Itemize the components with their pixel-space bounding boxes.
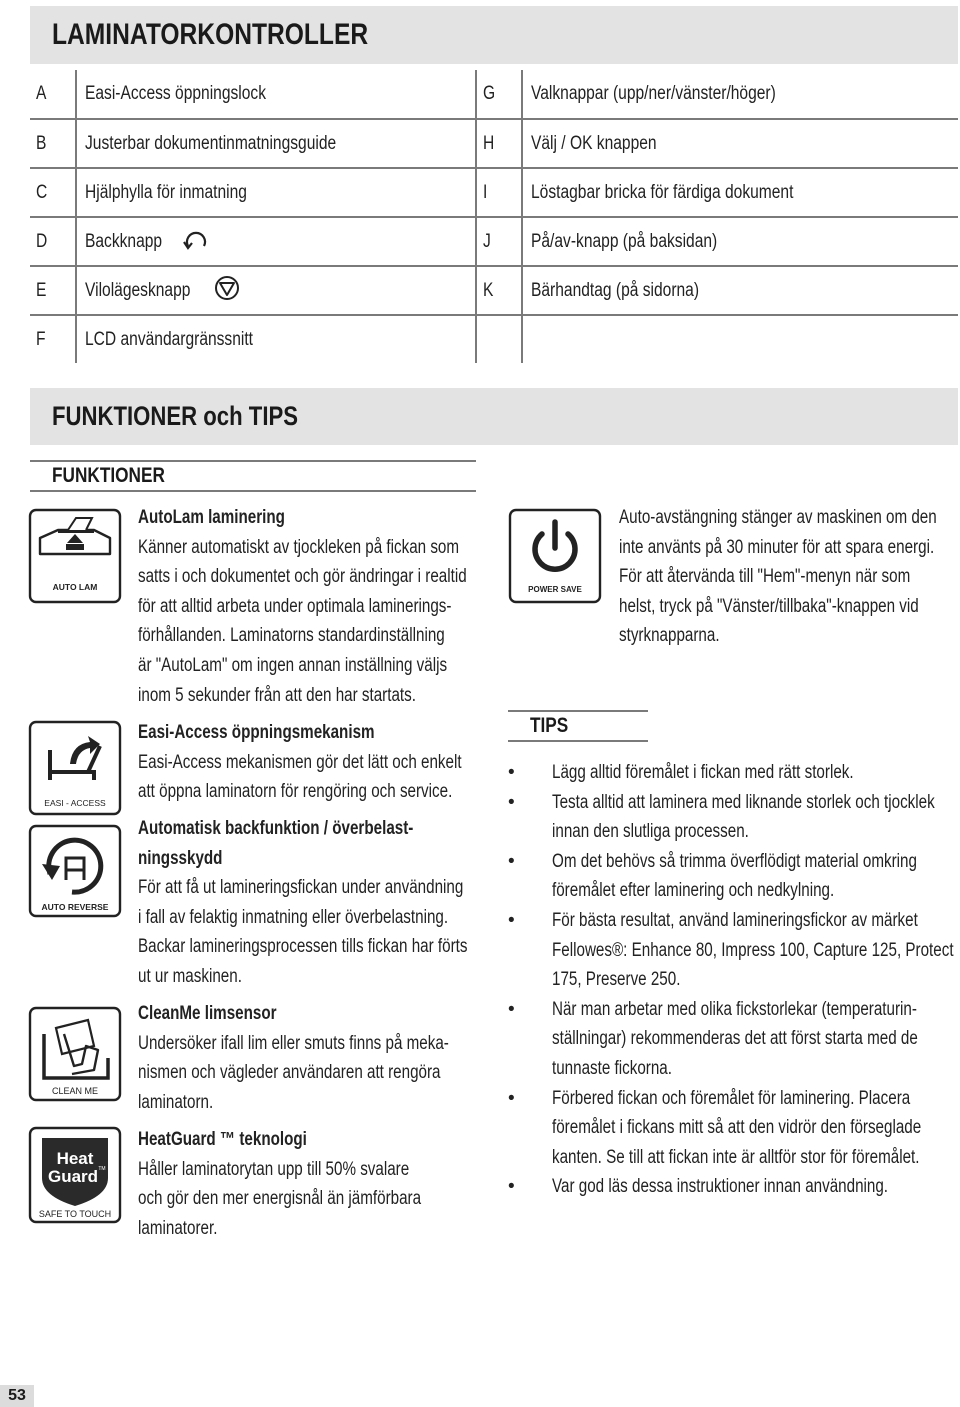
easi-access-label: EASI - ACCESS bbox=[44, 798, 106, 808]
section-title: FUNKTIONER och TIPS bbox=[52, 401, 299, 431]
control-letter: H bbox=[483, 132, 495, 154]
heatguard-logo-text: Guard bbox=[47, 1167, 99, 1186]
tip-text: Fellowes®: Enhance 80, Impress 100, Capture 125, Protect bbox=[552, 939, 954, 961]
feature-text: Easi-Access mekanismen gör det lätt och enkelt bbox=[138, 751, 462, 773]
page-number: 53 bbox=[0, 1385, 34, 1407]
divider bbox=[30, 460, 476, 462]
control-label: På/av-knapp (på baksidan) bbox=[531, 230, 718, 252]
tip-text: 175, Preserve 250. bbox=[552, 969, 681, 991]
auto-reverse-icon bbox=[28, 824, 122, 923]
table-row bbox=[30, 168, 958, 217]
tip-text: kanten. Se till att fickan inte är alltför stor för föremålet. bbox=[552, 1146, 920, 1168]
feature-heading: HeatGuard ™ teknologi bbox=[138, 1129, 307, 1150]
easi-block bbox=[138, 718, 542, 807]
table-row bbox=[30, 266, 958, 315]
divider bbox=[30, 490, 476, 492]
clean-me-label: CLEAN ME bbox=[51, 1086, 99, 1096]
controls-table bbox=[30, 70, 958, 363]
tip-text: innan den slutliga processen. bbox=[552, 821, 749, 843]
power-save-label: POWER SAVE bbox=[528, 585, 582, 594]
control-label: Valknappar (upp/ner/vänster/höger) bbox=[531, 83, 776, 104]
table-row bbox=[30, 217, 958, 266]
feature-text: laminatorn. bbox=[138, 1091, 214, 1113]
functions-heading: FUNKTIONER bbox=[52, 464, 165, 487]
control-letter: G bbox=[483, 83, 496, 104]
heatguard-block bbox=[138, 1125, 492, 1243]
tip-text: • Om det behövs så trimma överflödigt material omkring bbox=[552, 850, 917, 872]
list-item bbox=[508, 788, 953, 847]
control-label: Bärhandtag (på sidorna) bbox=[531, 279, 700, 301]
feature-text: Undersöker ifall lim eller smuts finns på meka- bbox=[138, 1032, 449, 1054]
feature-text: inte använts på 30 minuter för att spara energi. bbox=[619, 536, 935, 558]
heatguard-logo bbox=[28, 1126, 122, 1229]
clean-block bbox=[138, 999, 527, 1117]
tip-text: tunnaste fickorna. bbox=[552, 1057, 672, 1079]
control-letter: E bbox=[36, 279, 47, 301]
control-letter: J bbox=[483, 230, 491, 252]
feature-text: och gör den mer energisnål än jämförbara bbox=[138, 1188, 422, 1210]
feature-text: satts i och dokumentet och gör ändringar i realtid bbox=[138, 566, 467, 588]
auto-lam-icon bbox=[28, 508, 122, 609]
feature-text: ut ur maskinen. bbox=[138, 965, 242, 987]
feature-text: Håller laminatorytan upp till 50% svalare bbox=[138, 1158, 410, 1180]
control-label: Backknapp bbox=[85, 230, 163, 252]
control-letter: K bbox=[483, 279, 494, 301]
tip-text: • Lägg alltid föremålet i fickan med rätt storlek. bbox=[552, 762, 854, 783]
heatguard-logo-text: Heat bbox=[56, 1149, 94, 1168]
tips-heading: TIPS bbox=[530, 714, 569, 737]
tip-text: ställningar) rekommenderas det att först starta med de bbox=[552, 1028, 918, 1050]
feature-text: Auto-avstängning stänger av maskinen om den bbox=[619, 507, 937, 528]
reverse-arrow-icon bbox=[182, 226, 210, 258]
feature-text: i fall av felaktig inmatning eller överbelastning. bbox=[138, 906, 449, 928]
feature-heading: Automatisk backfunktion / överbelast- bbox=[138, 818, 414, 839]
tip-text: • När man arbetar med olika fickstorlekar (temperaturin- bbox=[552, 998, 917, 1020]
sleep-mode-icon bbox=[213, 275, 241, 307]
feature-text: För att få ut lamineringsfickan under användning bbox=[138, 877, 464, 899]
feature-text: styrknapparna. bbox=[619, 625, 720, 647]
feature-heading: ningsskydd bbox=[138, 847, 223, 869]
tip-text: • Testa alltid att laminera med liknande storlek och tjocklek bbox=[552, 791, 935, 813]
control-letter: F bbox=[36, 328, 46, 350]
tip-text: • Var god läs dessa instruktioner innan användning. bbox=[552, 1176, 889, 1198]
table-row bbox=[30, 119, 958, 168]
easi-access-icon bbox=[28, 720, 122, 821]
feature-heading: Easi-Access öppningsmekanism bbox=[138, 722, 375, 743]
feature-text: att öppna laminatorn för rengöring och service. bbox=[138, 781, 453, 803]
control-label: Hjälphylla för inmatning bbox=[85, 181, 247, 203]
feature-text: är "AutoLam" om ingen annan inställning väljs bbox=[138, 654, 448, 676]
feature-text: För att återvända till "Hem"-menyn när som bbox=[619, 566, 911, 588]
reverse-block bbox=[138, 814, 550, 992]
auto-lam-label: AUTO LAM bbox=[52, 582, 98, 592]
control-letter: C bbox=[36, 181, 48, 203]
autolam-block bbox=[138, 503, 549, 710]
table-row bbox=[30, 70, 958, 119]
table-row bbox=[30, 315, 958, 363]
control-label: Välj / OK knappen bbox=[531, 132, 657, 154]
feature-heading: AutoLam laminering bbox=[138, 507, 285, 528]
tips-list bbox=[508, 758, 953, 1202]
feature-text: Backar lamineringsprocessen tills fickan har förts bbox=[138, 936, 468, 958]
auto-reverse-label: AUTO REVERSE bbox=[41, 902, 109, 912]
control-label: Easi-Access öppningslock bbox=[85, 83, 266, 104]
list-item bbox=[508, 1084, 953, 1173]
tip-text: • Förbered fickan och föremålet för laminering. Placera bbox=[552, 1087, 911, 1109]
feature-text: för att alltid arbeta under optimala laminerings- bbox=[138, 595, 452, 617]
list-item bbox=[508, 758, 953, 788]
controls-title: LAMINATORKONTROLLER bbox=[52, 18, 369, 51]
controls-title-band bbox=[30, 6, 958, 64]
control-letter: A bbox=[36, 83, 47, 104]
divider bbox=[508, 710, 648, 712]
feature-text: Känner automatiskt av tjockleken på fickan som bbox=[138, 536, 460, 558]
feature-heading: CleanMe limsensor bbox=[138, 1003, 277, 1024]
control-label: Justerbar dokumentinmatningsguide bbox=[85, 132, 337, 154]
feature-text: förhållanden. Laminatorns standardinställning bbox=[138, 625, 445, 647]
tip-text: föremålet efter laminering och nedkylning. bbox=[552, 880, 835, 902]
list-item bbox=[508, 995, 953, 1084]
heatguard-label: SAFE TO TOUCH bbox=[38, 1209, 112, 1219]
feature-text: nismen och vägleder användaren att rengöra bbox=[138, 1062, 441, 1084]
heatguard-tm: TM bbox=[98, 1166, 106, 1172]
list-item bbox=[508, 906, 953, 995]
feature-text: helst, tryck på "Vänster/tillbaka"-knappen vid bbox=[619, 595, 919, 617]
list-item bbox=[508, 847, 953, 906]
control-label: Vilolägesknapp bbox=[85, 279, 191, 301]
control-letter: B bbox=[36, 132, 47, 154]
list-item bbox=[508, 1172, 953, 1202]
section-title-band bbox=[30, 388, 958, 445]
tip-text: föremålet i fickans mitt så att den vidrör den förseglade bbox=[552, 1117, 922, 1139]
control-label: LCD användargränssnitt bbox=[85, 328, 254, 350]
power-block bbox=[619, 503, 960, 651]
control-letter: D bbox=[36, 230, 48, 252]
feature-text: inom 5 sekunder från att den har startats. bbox=[138, 684, 416, 706]
control-letter: I bbox=[483, 181, 488, 203]
control-label: Löstagbar bricka för färdiga dokument bbox=[531, 181, 794, 203]
feature-text: laminatorer. bbox=[138, 1217, 218, 1239]
tip-text: • För bästa resultat, använd lamineringsfickor av märket bbox=[552, 909, 918, 931]
clean-me-icon bbox=[28, 1006, 122, 1107]
